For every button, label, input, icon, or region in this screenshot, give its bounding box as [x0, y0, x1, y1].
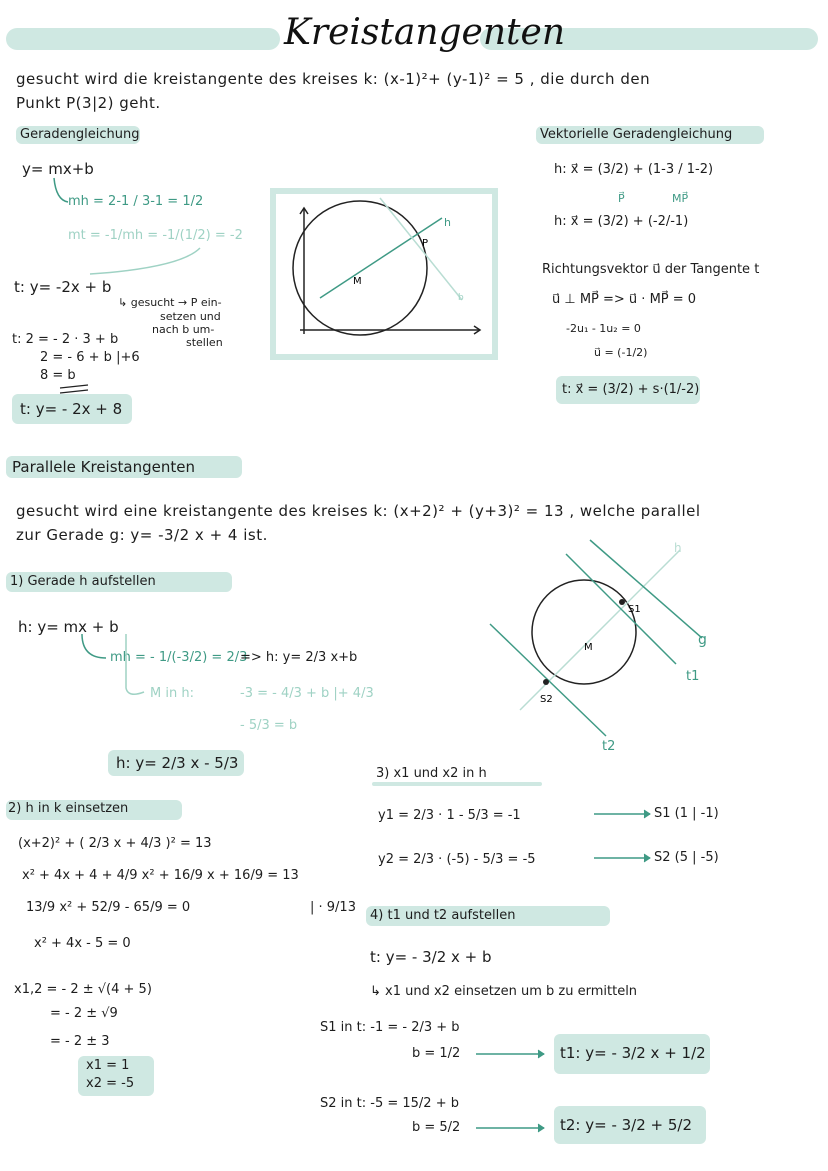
t1-result: t1: y= - 3/2 x + 1/2	[560, 1044, 706, 1062]
note-line-1: ↳ gesucht → P ein-	[118, 296, 222, 309]
fig2-label-s2: S2	[540, 694, 553, 705]
vec-label-mp: MP⃗	[672, 192, 689, 205]
intro-line-2: Punkt P(3|2) geht.	[16, 94, 161, 112]
fig2-point-s2	[543, 679, 549, 685]
u-vector: u⃗ = (-1/2)	[594, 346, 648, 359]
vec-label-p: P⃗	[618, 192, 625, 205]
eq-mh: mh = 2-1 / 3-1 = 1/2	[68, 194, 204, 209]
t-note: ↳ x1 und x2 einsetzen um b zu ermitteln	[370, 984, 638, 999]
arrow-m-to-mh	[50, 172, 290, 232]
mh-result: => h: y= 2/3 x+b	[240, 650, 358, 665]
fig2-label-h: h	[674, 541, 682, 555]
figure-2	[480, 540, 740, 754]
page-title: Kreistangenten	[284, 12, 566, 53]
h-eq: h: y= mx + b	[18, 618, 119, 636]
fig1-circle	[293, 201, 427, 335]
pq-line-1: x1,2 = - 2 ± √(4 + 5)	[14, 982, 152, 997]
root-x1: x1 = 1	[86, 1058, 130, 1073]
fig2-label-g: g	[698, 632, 707, 648]
s2-point: S2 (5 | -5)	[654, 850, 719, 865]
heading-vektorielle: Vektorielle Geradengleichung	[540, 127, 733, 142]
b1: b = 1/2	[412, 1046, 461, 1061]
arrow-b2-t2	[474, 1122, 554, 1134]
h-result: h: y= 2/3 x - 5/3	[116, 754, 239, 772]
eq-mt: mt = -1/mh = -1/(1/2) = -2	[68, 228, 243, 243]
fig2-label-t1: t1	[686, 669, 700, 684]
orthogonal-2: -2u₁ - 1u₂ = 0	[566, 322, 641, 335]
t-general: t: y= - 3/2 x + b	[370, 948, 492, 966]
sec2-intro-1: gesucht wird eine kreistangente des kreises k: (x+2)² + (y+3)² = 13 , welche parallel	[16, 502, 701, 520]
calc-2-line-1: (x+2)² + ( 2/3 x + 4/3 )² = 13	[18, 836, 212, 851]
calc-line-1: t: 2 = - 2 · 3 + b	[12, 332, 119, 347]
fig2-circle	[532, 580, 636, 684]
pq-line-3: = - 2 ± 3	[50, 1034, 110, 1049]
note-line-3: nach b um-	[152, 323, 215, 336]
figure-1	[270, 188, 498, 360]
result-tangent: t: y= - 2x + 8	[20, 400, 123, 418]
y2-calc: y2 = 2/3 · (-5) - 5/3 = -5	[378, 852, 536, 867]
s2-in-t: S2 in t: -5 = 15/2 + b	[320, 1096, 459, 1111]
step3-underline	[372, 782, 542, 786]
m-calc-1: -3 = - 4/3 + b |+ 4/3	[240, 686, 374, 701]
intro-line-1: gesucht wird die kreistangente des kreises k: (x-1)²+ (y-1)² = 5 , die durch den	[16, 70, 651, 88]
mh-calc: mh = - 1/(-3/2) = 2/3	[110, 650, 248, 665]
fig2-label-t2: t2	[602, 739, 616, 754]
sec2-heading: Parallele Kreistangenten	[12, 458, 195, 476]
orthogonal: u⃗ ⊥ MP⃗ => u⃗ · MP⃗ = 0	[552, 292, 697, 307]
step1-heading: 1) Gerade h aufstellen	[10, 574, 156, 589]
y1-calc: y1 = 2/3 · 1 - 5/3 = -1	[378, 808, 521, 823]
fig2-label-s1: S1	[628, 604, 641, 615]
vec-h2: h: x⃗ = (3/2) + (-2/-1)	[554, 214, 689, 229]
note-line-4: stellen	[186, 336, 223, 349]
s1-point: S1 (1 | -1)	[654, 806, 719, 821]
fig1-tangent	[380, 198, 462, 300]
step4-heading: 4) t1 und t2 aufstellen	[370, 908, 516, 923]
title-bar-left	[6, 28, 280, 50]
calc-line-3: 8 = b	[40, 368, 76, 383]
b2: b = 5/2	[412, 1120, 461, 1135]
factor: | · 9/13	[310, 900, 356, 915]
fig1-label-b: b	[458, 293, 464, 303]
t2-result: t2: y= - 3/2 + 5/2	[560, 1116, 693, 1134]
m-in-h: M in h:	[150, 686, 194, 701]
fig2-line-h	[520, 550, 680, 710]
vec-t: t: x⃗ = (3/2) + s·(1/-2)	[562, 382, 700, 397]
s1-in-t: S1 in t: -1 = - 2/3 + b	[320, 1020, 460, 1035]
arrow-b1-t1	[474, 1048, 554, 1060]
t-line: t: y= -2x + b	[14, 278, 112, 296]
step3-heading: 3) x1 und x2 in h	[376, 766, 487, 781]
calc-2-line-3: 13/9 x² + 52/9 - 65/9 = 0	[26, 900, 191, 915]
fig2-label-m: M	[584, 642, 593, 653]
vec-h: h: x⃗ = (3/2) + (1-3 / 1-2)	[554, 162, 714, 177]
calc-2-line-2: x² + 4x + 4 + 4/9 x² + 16/9 x + 16/9 = 13	[22, 868, 299, 883]
fig1-label-p: P	[422, 238, 429, 249]
root-x2: x2 = -5	[86, 1076, 135, 1091]
fig1-label-m: M	[353, 276, 362, 287]
fig1-label-h: h	[444, 216, 451, 229]
calc-2-line-4: x² + 4x - 5 = 0	[34, 936, 131, 951]
fig2-point-s1	[619, 599, 625, 605]
pq-line-2: = - 2 ± √9	[50, 1006, 118, 1021]
step2-heading: 2) h in k einsetzen	[8, 801, 129, 816]
eq-y-mx-b: y= mx+b	[22, 160, 94, 178]
heading-geradengleichung: Geradengleichung	[20, 127, 140, 142]
arrow-m-to-mh-2	[76, 630, 136, 710]
note-line-2: setzen und	[160, 310, 221, 323]
richtungsvektor: Richtungsvektor u⃗ der Tangente t	[542, 262, 760, 277]
m-calc-2: - 5/3 = b	[240, 718, 298, 733]
fig1-line-h	[320, 218, 442, 298]
sec2-intro-2: zur Gerade g: y= -3/2 x + 4 ist.	[16, 526, 268, 544]
calc-line-2: 2 = - 6 + b |+6	[40, 350, 140, 365]
